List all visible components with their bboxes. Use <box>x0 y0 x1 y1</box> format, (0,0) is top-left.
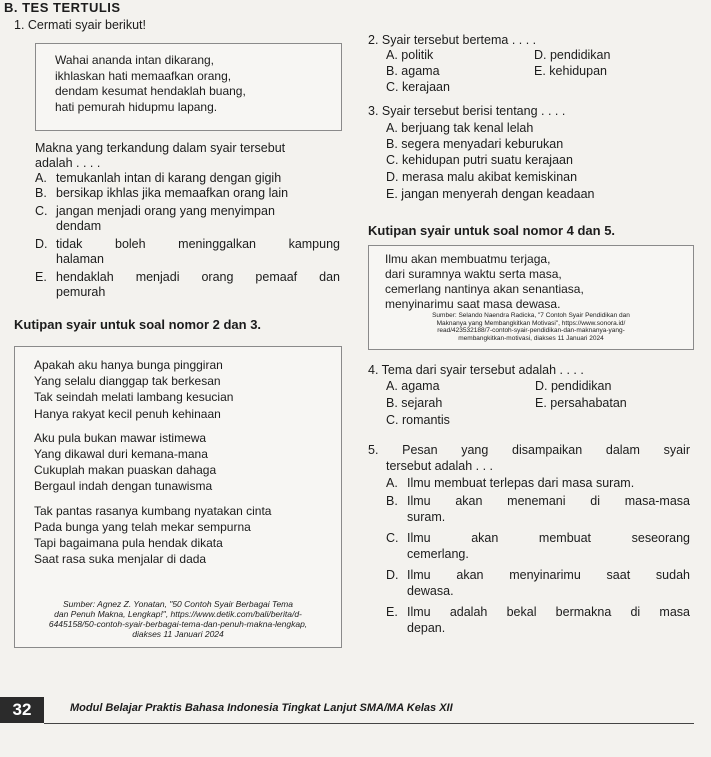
poem-line: Hanya rakyat kecil penuh kehinaan <box>34 406 221 421</box>
q3-option-d[interactable] <box>386 170 577 185</box>
footer-divider <box>44 723 694 724</box>
source-line: 6445158/50-contoh-syair-berbagai-tema-dan-penuh-makna-lengkap, <box>48 619 308 629</box>
q4-option-b[interactable] <box>386 396 442 411</box>
q1-option-c-text: jangan menjadi orang yang menyimpan <box>56 204 275 218</box>
q1-option-e[interactable] <box>35 270 47 285</box>
question-3-stem: 3. Syair tersebut berisi tentang . . . . <box>368 104 566 118</box>
stanza-gap <box>34 422 271 430</box>
option-text: politik <box>401 48 434 62</box>
question-5-stem-2: tersebut adalah . . . <box>386 459 494 473</box>
q3-option-e[interactable] <box>386 187 595 202</box>
option-letter: B. <box>386 137 398 151</box>
option-letter: E. <box>386 605 398 619</box>
poem-line: Saat rasa suka menjalar di dada <box>34 552 207 567</box>
source-line: membangkitkan-motivasi, diakses 11 Januari 2024 <box>458 334 604 342</box>
option-letter: B. <box>35 186 47 200</box>
q2-option-b[interactable] <box>386 64 440 79</box>
q4-option-e[interactable] <box>535 396 627 411</box>
option-text: pendidikan <box>550 379 612 393</box>
option-text: persahabatan <box>550 396 627 410</box>
poem-line: Yang dikawal duri kemana-mana <box>34 447 208 462</box>
poem-line: Wahai ananda intan dikarang, <box>55 53 214 67</box>
q1-option-d-text: tidak boleh meninggalkan kampung <box>56 237 340 251</box>
option-text: merasa malu akibat kemiskinan <box>401 170 578 184</box>
q2-option-d[interactable] <box>534 48 610 63</box>
excerpt-1-heading: Kutipan syair untuk soal nomor 2 dan 3. <box>14 317 262 332</box>
source-line: dan Penuh Makna, Lengkap!", https://www.detik.com/bali/berita/d- <box>54 609 302 619</box>
q5-option-a-text: Ilmu membuat terlepas dari masa suram. <box>407 476 635 490</box>
option-letter: A. <box>386 121 398 135</box>
q5-option-d-text-2: dewasa. <box>407 584 454 598</box>
option-letter: E. <box>534 64 546 78</box>
poem-line: dendam kesumat hendaklah buang, <box>55 84 246 98</box>
option-letter: D. <box>386 170 399 184</box>
q1-option-a[interactable] <box>35 171 47 186</box>
q2-option-e[interactable] <box>534 64 607 79</box>
poem-line: Bergaul indah dengan tunawisma <box>34 479 213 494</box>
poem-box-1 <box>35 43 342 131</box>
option-letter: B. <box>386 494 398 508</box>
footer-title: Modul Belajar Praktis Bahasa Indonesia Tingkat Lanjut SMA/MA Kelas XII <box>70 702 453 714</box>
option-letter: E. <box>535 396 547 410</box>
option-letter: A. <box>386 476 398 490</box>
poem-line: Apakah aku hanya bunga pinggiran <box>34 358 223 372</box>
source-line: Sumber: Selando Naendra Radicka, "7 Contoh Syair Pendidikan dan <box>432 312 630 319</box>
option-letter: D. <box>534 48 547 62</box>
option-text: romantis <box>401 413 450 427</box>
option-letter: C. <box>386 80 399 94</box>
poem-box-2 <box>14 346 342 648</box>
source-line: Sumber: Agnez Z. Yonatan, "50 Contoh Syair Berbagai Tema <box>63 599 293 609</box>
q4-option-a[interactable] <box>386 379 440 394</box>
source-line: diakses 11 Januari 2024 <box>132 629 224 639</box>
question-5-stem: 5. Pesan yang disampaikan dalam syair <box>368 443 690 457</box>
poem-line: ikhlaskan hati memaafkan orang, <box>55 68 232 83</box>
q5-option-d-text: Ilmu akan menyinarimu saat sudah <box>407 568 690 582</box>
q3-option-a[interactable] <box>386 121 533 136</box>
poem-line: hati pemurah hidupmu lapang. <box>55 99 218 114</box>
poem-line: Tapi bagaimana pula hendak dikata <box>34 536 223 551</box>
q5-option-e[interactable] <box>386 605 398 620</box>
q1-option-a-text: temukanlah intan di karang dengan gigih <box>56 171 282 185</box>
q1-option-e-text-2: pemurah <box>56 285 106 299</box>
poem-line: Ilmu akan membuatmu terjaga, <box>385 252 551 266</box>
poem-line: Cukuplah makan puaskan dahaga <box>34 463 217 478</box>
poem-line: Tak pantas rasanya kumbang nyatakan cinta <box>34 503 272 518</box>
q1-option-d-text-2: halaman <box>56 252 104 266</box>
option-text: pendidikan <box>549 48 611 62</box>
question-1-text <box>35 141 285 171</box>
option-letter: C. <box>386 413 399 427</box>
option-letter: B. <box>386 396 398 410</box>
option-letter: C. <box>35 204 48 218</box>
page-number: 32 <box>0 697 44 723</box>
q1-option-d[interactable] <box>35 237 48 252</box>
option-text: berjuang tak kenal lelah <box>401 121 534 135</box>
option-letter: A. <box>35 171 47 185</box>
q5-option-e-text: Ilmu adalah bekal bermakna di masa <box>407 605 690 619</box>
poem-line: cemerlang nantinya akan senantiasa, <box>385 282 584 296</box>
source-line: read/423532188/7-contoh-syair-pendidikan-dan-maknanya-yang- <box>437 327 625 334</box>
option-text: kerajaan <box>401 80 450 94</box>
q3-option-b[interactable] <box>386 137 563 152</box>
question-4-stem: 4. Tema dari syair tersebut adalah . . . . <box>368 363 584 377</box>
q1-option-b[interactable] <box>35 186 47 201</box>
q2-option-a[interactable] <box>386 48 433 63</box>
option-letter: C. <box>386 531 399 545</box>
source-citation-1 <box>15 599 341 639</box>
option-text: agama <box>401 379 440 393</box>
source-line: Maknanya yang Membangkitkan Motivasi", https://www.sonora.id/ <box>436 319 626 327</box>
q2-option-c[interactable] <box>386 80 450 95</box>
q5-option-b-text: Ilmu akan menemani di masa-masa <box>407 494 690 508</box>
question-1-line1: Makna yang terkandung dalam syair tersebut <box>35 141 286 155</box>
option-text: kehidupan <box>549 64 607 78</box>
q5-option-b[interactable] <box>386 494 398 509</box>
q5-option-b-text-2: suram. <box>407 510 446 524</box>
q1-option-c[interactable] <box>35 204 48 219</box>
stanza-gap <box>34 495 271 503</box>
option-text: segera menyadari keburukan <box>401 137 564 151</box>
option-text: sejarah <box>401 396 443 410</box>
option-letter: D. <box>35 237 48 251</box>
option-letter: D. <box>386 568 399 582</box>
option-letter: A. <box>386 48 398 62</box>
option-text: jangan menyerah dengan keadaan <box>401 187 595 201</box>
question-2-stem: 2. Syair tersebut bertema . . . . <box>368 33 537 47</box>
option-text: agama <box>401 64 440 78</box>
q1-option-c-text-2: dendam <box>56 219 102 233</box>
q5-option-a[interactable] <box>386 476 398 491</box>
q4-option-c[interactable] <box>386 413 450 428</box>
poem-line: menyinarimu saat masa dewasa. <box>385 297 561 311</box>
option-letter: D. <box>535 379 548 393</box>
poem-line: Pada bunga yang telah mekar sempurna <box>34 519 251 534</box>
poem-line: Aku pula bukan mawar istimewa <box>34 430 207 445</box>
option-letter: E. <box>35 270 47 284</box>
poem-line: Tak seindah melati lambang kesucian <box>34 390 234 405</box>
q1-option-e-text: hendaklah menjadi orang pemaaf dan <box>56 270 340 284</box>
question-1-line2: adalah . . . . <box>35 156 101 170</box>
q5-option-c[interactable] <box>386 531 399 546</box>
option-letter: C. <box>386 153 399 167</box>
excerpt-2-heading: Kutipan syair untuk soal nomor 4 dan 5. <box>368 223 616 238</box>
q4-option-d[interactable] <box>535 379 611 394</box>
q5-option-e-text-2: depan. <box>407 621 446 635</box>
poem-line: dari suramnya waktu serta masa, <box>385 267 562 281</box>
option-letter: A. <box>386 379 398 393</box>
poem-box-3 <box>368 245 694 350</box>
source-citation-2 <box>369 312 693 342</box>
q5-option-c-text-2: cemerlang. <box>407 547 469 561</box>
q5-option-d[interactable] <box>386 568 399 583</box>
option-letter: E. <box>386 187 398 201</box>
option-text: kehidupan putri suatu kerajaan <box>401 153 573 167</box>
q5-option-c-text: Ilmu akan membuat seseorang <box>407 531 690 545</box>
q1-option-b-text: bersikap ikhlas jika memaafkan orang lain <box>56 186 289 200</box>
option-letter: B. <box>386 64 398 78</box>
section-title: B. TES TERTULIS <box>4 0 121 15</box>
question-1-stem: 1. Cermati syair berikut! <box>14 18 146 32</box>
poem-line: Yang selalu dianggap tak berkesan <box>34 374 221 389</box>
q3-option-c[interactable] <box>386 153 573 168</box>
